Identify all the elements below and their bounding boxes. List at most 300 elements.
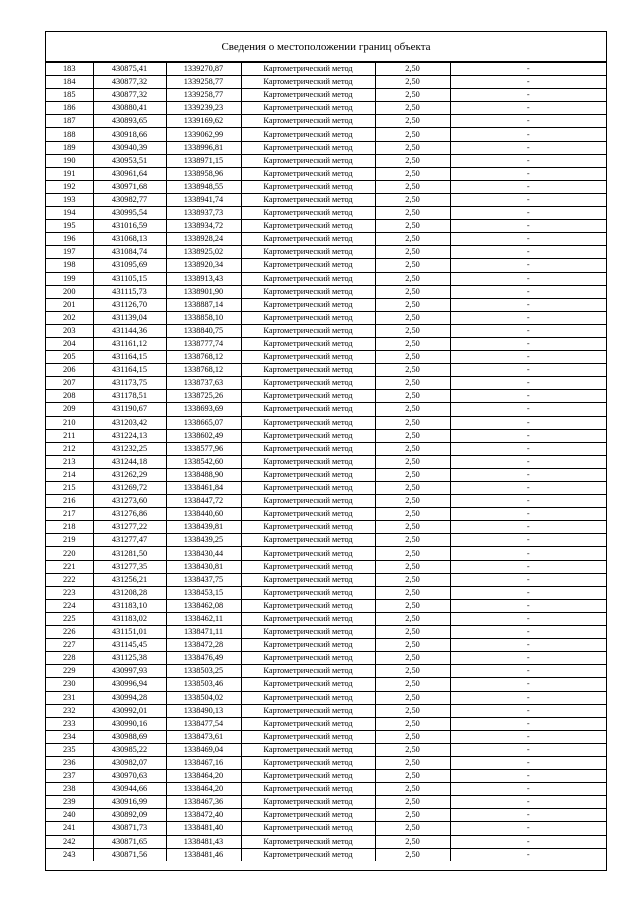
table-row — [46, 377, 606, 390]
x-coordinate-cell: 430982,07 — [93, 756, 166, 769]
point-number-cell: 183 — [46, 63, 93, 76]
method-cell: Картометрический метод — [241, 233, 375, 246]
point-number-cell: 216 — [46, 495, 93, 508]
table-row — [46, 298, 606, 311]
method-cell: Картометрический метод — [241, 612, 375, 625]
description-cell: - — [450, 508, 606, 521]
y-coordinate-cell: 1338925,02 — [166, 246, 241, 259]
x-coordinate-cell: 430880,41 — [93, 102, 166, 115]
description-cell: - — [450, 285, 606, 298]
accuracy-cell: 2,50 — [375, 835, 450, 848]
table-row — [46, 154, 606, 167]
x-coordinate-cell: 430982,77 — [93, 193, 166, 206]
x-coordinate-cell: 430971,68 — [93, 180, 166, 193]
y-coordinate-cell: 1338481,46 — [166, 848, 241, 861]
description-cell: - — [450, 691, 606, 704]
point-number-cell: 239 — [46, 796, 93, 809]
accuracy-cell: 2,50 — [375, 416, 450, 429]
point-number-cell: 207 — [46, 377, 93, 390]
y-coordinate-cell: 1338439,25 — [166, 534, 241, 547]
point-number-cell: 187 — [46, 115, 93, 128]
x-coordinate-cell: 431105,15 — [93, 272, 166, 285]
point-number-cell: 204 — [46, 337, 93, 350]
y-coordinate-cell: 1338473,61 — [166, 730, 241, 743]
method-cell: Картометрический метод — [241, 678, 375, 691]
table-row — [46, 586, 606, 599]
y-coordinate-cell: 1338437,75 — [166, 573, 241, 586]
x-coordinate-cell: 430918,66 — [93, 128, 166, 141]
y-coordinate-cell: 1338941,74 — [166, 193, 241, 206]
description-cell: - — [450, 233, 606, 246]
accuracy-cell: 2,50 — [375, 351, 450, 364]
y-coordinate-cell: 1338542,60 — [166, 455, 241, 468]
point-number-cell: 188 — [46, 128, 93, 141]
method-cell: Картометрический метод — [241, 76, 375, 89]
description-cell: - — [450, 207, 606, 220]
accuracy-cell: 2,50 — [375, 180, 450, 193]
accuracy-cell: 2,50 — [375, 534, 450, 547]
point-number-cell: 189 — [46, 141, 93, 154]
point-number-cell: 201 — [46, 298, 93, 311]
accuracy-cell: 2,50 — [375, 298, 450, 311]
description-cell: - — [450, 416, 606, 429]
y-coordinate-cell: 1338488,90 — [166, 468, 241, 481]
table-row — [46, 468, 606, 481]
x-coordinate-cell: 431173,75 — [93, 377, 166, 390]
point-number-cell: 219 — [46, 534, 93, 547]
point-number-cell: 195 — [46, 220, 93, 233]
table-row — [46, 743, 606, 756]
y-coordinate-cell: 1338602,49 — [166, 429, 241, 442]
y-coordinate-cell: 1338503,25 — [166, 665, 241, 678]
accuracy-cell: 2,50 — [375, 560, 450, 573]
table-row — [46, 691, 606, 704]
x-coordinate-cell: 431190,67 — [93, 403, 166, 416]
point-number-cell: 240 — [46, 809, 93, 822]
y-coordinate-cell: 1338958,96 — [166, 167, 241, 180]
accuracy-cell: 2,50 — [375, 259, 450, 272]
table-row — [46, 455, 606, 468]
y-coordinate-cell: 1338777,74 — [166, 337, 241, 350]
method-cell: Картометрический метод — [241, 691, 375, 704]
table-row — [46, 102, 606, 115]
method-cell: Картометрический метод — [241, 285, 375, 298]
method-cell: Картометрический метод — [241, 508, 375, 521]
method-cell: Картометрический метод — [241, 390, 375, 403]
table-row — [46, 599, 606, 612]
y-coordinate-cell: 1338693,69 — [166, 403, 241, 416]
point-number-cell: 199 — [46, 272, 93, 285]
accuracy-cell: 2,50 — [375, 455, 450, 468]
point-number-cell: 227 — [46, 639, 93, 652]
accuracy-cell: 2,50 — [375, 233, 450, 246]
x-coordinate-cell: 431139,04 — [93, 311, 166, 324]
y-coordinate-cell: 1338937,73 — [166, 207, 241, 220]
point-number-cell: 213 — [46, 455, 93, 468]
method-cell: Картометрический метод — [241, 364, 375, 377]
x-coordinate-cell: 431016,59 — [93, 220, 166, 233]
description-cell: - — [450, 652, 606, 665]
point-number-cell: 185 — [46, 89, 93, 102]
x-coordinate-cell: 430990,16 — [93, 717, 166, 730]
point-number-cell: 222 — [46, 573, 93, 586]
method-cell: Картометрический метод — [241, 704, 375, 717]
description-cell: - — [450, 573, 606, 586]
y-coordinate-cell: 1338440,60 — [166, 508, 241, 521]
document-frame — [45, 31, 607, 871]
method-cell: Картометрический метод — [241, 63, 375, 76]
x-coordinate-cell: 431126,70 — [93, 298, 166, 311]
point-number-cell: 235 — [46, 743, 93, 756]
description-cell: - — [450, 311, 606, 324]
table-row — [46, 259, 606, 272]
accuracy-cell: 2,50 — [375, 586, 450, 599]
x-coordinate-cell: 430994,28 — [93, 691, 166, 704]
table-row — [46, 639, 606, 652]
y-coordinate-cell: 1339258,77 — [166, 89, 241, 102]
y-coordinate-cell: 1338476,49 — [166, 652, 241, 665]
point-number-cell: 215 — [46, 482, 93, 495]
point-number-cell: 210 — [46, 416, 93, 429]
method-cell: Картометрический метод — [241, 495, 375, 508]
description-cell: - — [450, 141, 606, 154]
description-cell: - — [450, 639, 606, 652]
accuracy-cell: 2,50 — [375, 704, 450, 717]
description-cell: - — [450, 324, 606, 337]
y-coordinate-cell: 1338934,72 — [166, 220, 241, 233]
x-coordinate-cell: 431125,38 — [93, 652, 166, 665]
y-coordinate-cell: 1338481,40 — [166, 822, 241, 835]
y-coordinate-cell: 1338768,12 — [166, 364, 241, 377]
accuracy-cell: 2,50 — [375, 626, 450, 639]
x-coordinate-cell: 430875,41 — [93, 63, 166, 76]
method-cell: Картометрический метод — [241, 246, 375, 259]
x-coordinate-cell: 431281,50 — [93, 547, 166, 560]
description-cell: - — [450, 770, 606, 783]
x-coordinate-cell: 431262,29 — [93, 468, 166, 481]
accuracy-cell: 2,50 — [375, 364, 450, 377]
method-cell: Картометрический метод — [241, 586, 375, 599]
method-cell: Картометрический метод — [241, 534, 375, 547]
x-coordinate-cell: 431084,74 — [93, 246, 166, 259]
accuracy-cell: 2,50 — [375, 468, 450, 481]
method-cell: Картометрический метод — [241, 377, 375, 390]
table-row — [46, 364, 606, 377]
x-coordinate-cell: 431151,01 — [93, 626, 166, 639]
y-coordinate-cell: 1338462,08 — [166, 599, 241, 612]
table-row — [46, 351, 606, 364]
coordinates-table — [46, 62, 606, 861]
x-coordinate-cell: 431208,28 — [93, 586, 166, 599]
description-cell: - — [450, 128, 606, 141]
y-coordinate-cell: 1338472,28 — [166, 639, 241, 652]
method-cell: Картометрический метод — [241, 835, 375, 848]
y-coordinate-cell: 1338928,24 — [166, 233, 241, 246]
x-coordinate-cell: 431068,13 — [93, 233, 166, 246]
description-cell: - — [450, 743, 606, 756]
method-cell: Картометрический метод — [241, 455, 375, 468]
point-number-cell: 194 — [46, 207, 93, 220]
accuracy-cell: 2,50 — [375, 809, 450, 822]
y-coordinate-cell: 1338447,72 — [166, 495, 241, 508]
accuracy-cell: 2,50 — [375, 285, 450, 298]
x-coordinate-cell: 431164,15 — [93, 364, 166, 377]
description-cell: - — [450, 220, 606, 233]
method-cell: Картометрический метод — [241, 521, 375, 534]
method-cell: Картометрический метод — [241, 351, 375, 364]
description-cell: - — [450, 547, 606, 560]
x-coordinate-cell: 431183,10 — [93, 599, 166, 612]
description-cell: - — [450, 809, 606, 822]
x-coordinate-cell: 430992,01 — [93, 704, 166, 717]
accuracy-cell: 2,50 — [375, 508, 450, 521]
x-coordinate-cell: 430877,32 — [93, 76, 166, 89]
accuracy-cell: 2,50 — [375, 547, 450, 560]
description-cell: - — [450, 298, 606, 311]
table-row — [46, 756, 606, 769]
description-cell: - — [450, 626, 606, 639]
description-cell: - — [450, 521, 606, 534]
x-coordinate-cell: 431273,60 — [93, 495, 166, 508]
x-coordinate-cell: 431277,47 — [93, 534, 166, 547]
y-coordinate-cell: 1338858,10 — [166, 311, 241, 324]
method-cell: Картометрический метод — [241, 259, 375, 272]
point-number-cell: 209 — [46, 403, 93, 416]
point-number-cell: 197 — [46, 246, 93, 259]
method-cell: Картометрический метод — [241, 848, 375, 861]
table-row — [46, 128, 606, 141]
description-cell: - — [450, 717, 606, 730]
method-cell: Картометрический метод — [241, 599, 375, 612]
point-number-cell: 214 — [46, 468, 93, 481]
y-coordinate-cell: 1338439,81 — [166, 521, 241, 534]
description-cell: - — [450, 403, 606, 416]
table-row — [46, 809, 606, 822]
method-cell: Картометрический метод — [241, 298, 375, 311]
accuracy-cell: 2,50 — [375, 246, 450, 259]
description-cell: - — [450, 377, 606, 390]
accuracy-cell: 2,50 — [375, 743, 450, 756]
table-row — [46, 612, 606, 625]
description-cell: - — [450, 586, 606, 599]
accuracy-cell: 2,50 — [375, 337, 450, 350]
y-coordinate-cell: 1338577,96 — [166, 442, 241, 455]
point-number-cell: 200 — [46, 285, 93, 298]
table-row — [46, 822, 606, 835]
accuracy-cell: 2,50 — [375, 573, 450, 586]
x-coordinate-cell: 431276,86 — [93, 508, 166, 521]
accuracy-cell: 2,50 — [375, 89, 450, 102]
point-number-cell: 223 — [46, 586, 93, 599]
method-cell: Картометрический метод — [241, 403, 375, 416]
x-coordinate-cell: 430871,56 — [93, 848, 166, 861]
point-number-cell: 212 — [46, 442, 93, 455]
table-row — [46, 573, 606, 586]
method-cell: Картометрический метод — [241, 416, 375, 429]
description-cell: - — [450, 364, 606, 377]
method-cell: Картометрический метод — [241, 468, 375, 481]
description-cell: - — [450, 704, 606, 717]
y-coordinate-cell: 1338665,07 — [166, 416, 241, 429]
accuracy-cell: 2,50 — [375, 154, 450, 167]
point-number-cell: 241 — [46, 822, 93, 835]
y-coordinate-cell: 1338461,84 — [166, 482, 241, 495]
x-coordinate-cell: 431256,21 — [93, 573, 166, 586]
y-coordinate-cell: 1338913,43 — [166, 272, 241, 285]
point-number-cell: 236 — [46, 756, 93, 769]
y-coordinate-cell: 1338504,02 — [166, 691, 241, 704]
table-row — [46, 429, 606, 442]
method-cell: Картометрический метод — [241, 665, 375, 678]
point-number-cell: 205 — [46, 351, 93, 364]
table-row — [46, 180, 606, 193]
method-cell: Картометрический метод — [241, 639, 375, 652]
method-cell: Картометрический метод — [241, 141, 375, 154]
accuracy-cell: 2,50 — [375, 652, 450, 665]
table-row — [46, 63, 606, 76]
document-title: Сведения о местоположении границ объекта — [46, 32, 606, 62]
table-row — [46, 835, 606, 848]
x-coordinate-cell: 430940,39 — [93, 141, 166, 154]
description-cell: - — [450, 822, 606, 835]
description-cell: - — [450, 612, 606, 625]
table-row — [46, 704, 606, 717]
table-row — [46, 89, 606, 102]
table-row — [46, 337, 606, 350]
description-cell: - — [450, 835, 606, 848]
x-coordinate-cell: 430877,32 — [93, 89, 166, 102]
method-cell: Картометрический метод — [241, 442, 375, 455]
table-row — [46, 652, 606, 665]
x-coordinate-cell: 430997,93 — [93, 665, 166, 678]
accuracy-cell: 2,50 — [375, 128, 450, 141]
table-row — [46, 167, 606, 180]
table-row — [46, 482, 606, 495]
method-cell: Картометрический метод — [241, 573, 375, 586]
accuracy-cell: 2,50 — [375, 796, 450, 809]
x-coordinate-cell: 430996,94 — [93, 678, 166, 691]
table-row — [46, 115, 606, 128]
description-cell: - — [450, 756, 606, 769]
point-number-cell: 226 — [46, 626, 93, 639]
method-cell: Картометрический метод — [241, 429, 375, 442]
description-cell: - — [450, 534, 606, 547]
table-row — [46, 547, 606, 560]
x-coordinate-cell: 431161,12 — [93, 337, 166, 350]
y-coordinate-cell: 1338467,36 — [166, 796, 241, 809]
point-number-cell: 233 — [46, 717, 93, 730]
point-number-cell: 228 — [46, 652, 93, 665]
x-coordinate-cell: 430961,64 — [93, 167, 166, 180]
point-number-cell: 242 — [46, 835, 93, 848]
description-cell: - — [450, 76, 606, 89]
x-coordinate-cell: 430892,09 — [93, 809, 166, 822]
x-coordinate-cell: 431269,72 — [93, 482, 166, 495]
table-row — [46, 770, 606, 783]
accuracy-cell: 2,50 — [375, 76, 450, 89]
table-row — [46, 141, 606, 154]
accuracy-cell: 2,50 — [375, 115, 450, 128]
description-cell: - — [450, 167, 606, 180]
accuracy-cell: 2,50 — [375, 730, 450, 743]
method-cell: Картометрический метод — [241, 626, 375, 639]
x-coordinate-cell: 431232,25 — [93, 442, 166, 455]
method-cell: Картометрический метод — [241, 547, 375, 560]
coordinates-table-body — [46, 63, 606, 862]
point-number-cell: 208 — [46, 390, 93, 403]
y-coordinate-cell: 1338768,12 — [166, 351, 241, 364]
y-coordinate-cell: 1338887,14 — [166, 298, 241, 311]
x-coordinate-cell: 430871,65 — [93, 835, 166, 848]
accuracy-cell: 2,50 — [375, 482, 450, 495]
x-coordinate-cell: 431145,45 — [93, 639, 166, 652]
accuracy-cell: 2,50 — [375, 521, 450, 534]
point-number-cell: 184 — [46, 76, 93, 89]
x-coordinate-cell: 431203,42 — [93, 416, 166, 429]
point-number-cell: 206 — [46, 364, 93, 377]
y-coordinate-cell: 1338469,04 — [166, 743, 241, 756]
point-number-cell: 238 — [46, 783, 93, 796]
y-coordinate-cell: 1338901,90 — [166, 285, 241, 298]
x-coordinate-cell: 431095,69 — [93, 259, 166, 272]
table-row — [46, 534, 606, 547]
method-cell: Картометрический метод — [241, 756, 375, 769]
description-cell: - — [450, 272, 606, 285]
point-number-cell: 203 — [46, 324, 93, 337]
method-cell: Картометрический метод — [241, 207, 375, 220]
x-coordinate-cell: 431244,18 — [93, 455, 166, 468]
table-row — [46, 390, 606, 403]
description-cell: - — [450, 482, 606, 495]
x-coordinate-cell: 431164,15 — [93, 351, 166, 364]
table-row — [46, 665, 606, 678]
x-coordinate-cell: 430953,51 — [93, 154, 166, 167]
table-row — [46, 560, 606, 573]
point-number-cell: 192 — [46, 180, 93, 193]
y-coordinate-cell: 1338840,75 — [166, 324, 241, 337]
point-number-cell: 237 — [46, 770, 93, 783]
accuracy-cell: 2,50 — [375, 311, 450, 324]
description-cell: - — [450, 115, 606, 128]
y-coordinate-cell: 1339239,23 — [166, 102, 241, 115]
y-coordinate-cell: 1338472,40 — [166, 809, 241, 822]
x-coordinate-cell: 431183,02 — [93, 612, 166, 625]
accuracy-cell: 2,50 — [375, 495, 450, 508]
point-number-cell: 217 — [46, 508, 93, 521]
description-cell: - — [450, 455, 606, 468]
table-row — [46, 796, 606, 809]
point-number-cell: 220 — [46, 547, 93, 560]
y-coordinate-cell: 1339169,62 — [166, 115, 241, 128]
point-number-cell: 230 — [46, 678, 93, 691]
point-number-cell: 211 — [46, 429, 93, 442]
accuracy-cell: 2,50 — [375, 207, 450, 220]
point-number-cell: 243 — [46, 848, 93, 861]
y-coordinate-cell: 1338462,11 — [166, 612, 241, 625]
method-cell: Картометрический метод — [241, 809, 375, 822]
y-coordinate-cell: 1338996,81 — [166, 141, 241, 154]
table-row — [46, 678, 606, 691]
method-cell: Картометрический метод — [241, 783, 375, 796]
accuracy-cell: 2,50 — [375, 848, 450, 861]
table-row — [46, 848, 606, 861]
y-coordinate-cell: 1338430,44 — [166, 547, 241, 560]
description-cell: - — [450, 599, 606, 612]
x-coordinate-cell: 430871,73 — [93, 822, 166, 835]
table-row — [46, 442, 606, 455]
table-row — [46, 193, 606, 206]
accuracy-cell: 2,50 — [375, 390, 450, 403]
